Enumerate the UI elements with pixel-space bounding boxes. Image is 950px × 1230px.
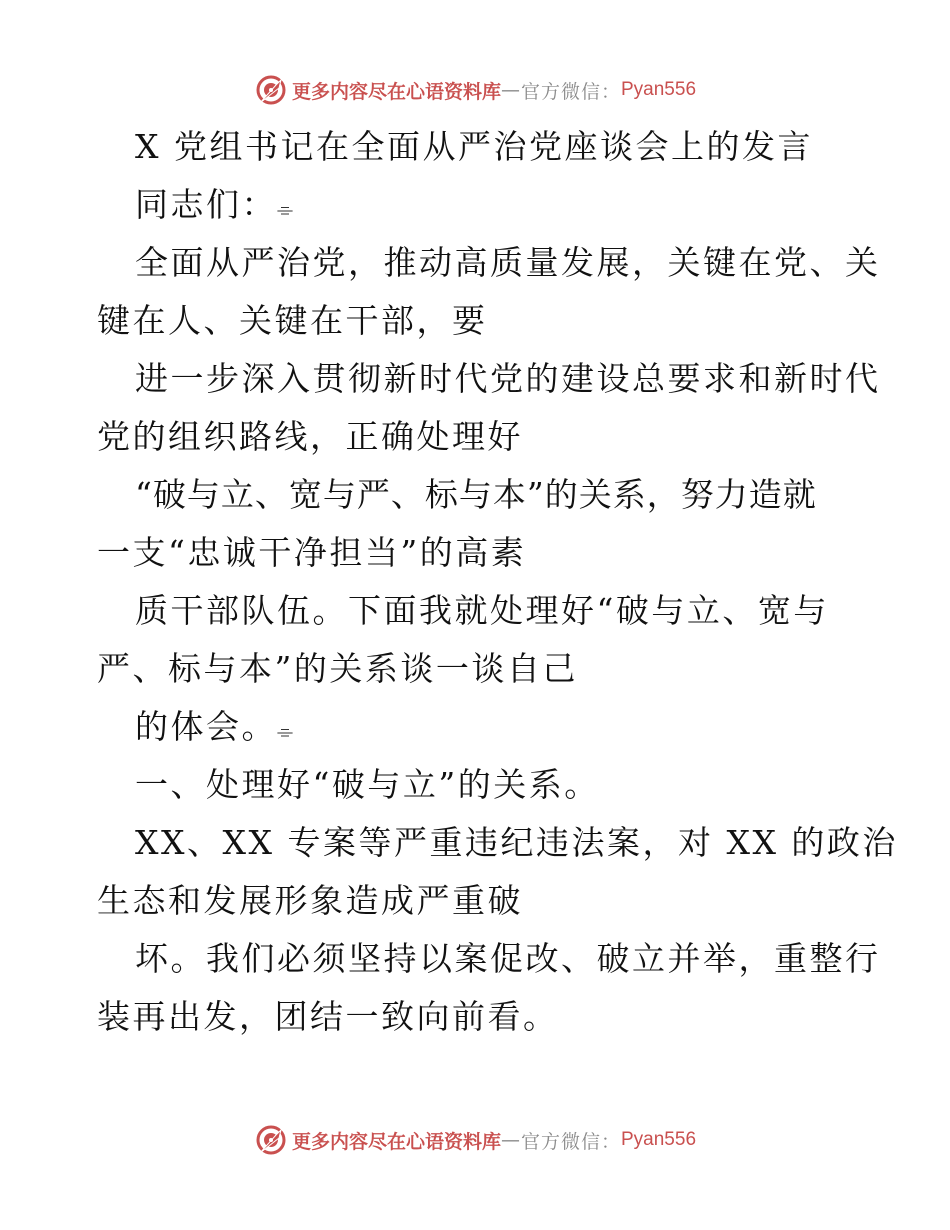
banner-wechat-label: 官方微信：: [520, 1130, 621, 1153]
paragraph-mark-icon: ⌯: [277, 719, 293, 743]
body-line: 党的组织路线，正确处理好: [97, 417, 523, 456]
greeting-text: 同志们：: [135, 185, 277, 224]
body-line: 全面从严治党，推动高质量发展，关键在党、关: [135, 243, 881, 282]
header-watermark-banner: [0, 70, 950, 110]
body-line: 键在人、关键在干部，要: [97, 301, 488, 340]
body-line: 进一步深入贯彻新时代党的建设总要求和新时代: [135, 359, 881, 398]
body-line: 质干部队伍。下面我就处理好“破与立、宽与: [135, 591, 829, 630]
body-line: 坏。我们必须坚持以案促改、破立并举，重整行: [135, 939, 881, 978]
banner-dash: —: [500, 79, 521, 101]
banner-wechat-id: Pyan556: [621, 1129, 697, 1150]
document-title: X 党组书记在全面从严治党座谈会上的发言: [135, 127, 813, 166]
banner-wechat-id: Pyan556: [621, 79, 697, 100]
body-line: 装再出发，团结一致向前看。: [97, 997, 559, 1036]
body-line: 一支“忠诚干净担当”的高素: [97, 533, 527, 572]
body-line-end: [97, 698, 857, 756]
body-line: XX、XX 专案等严重违纪违法案，对 XX 的政治: [135, 823, 898, 862]
banner-site-text: 更多内容尽在心语资料库: [291, 80, 501, 103]
body-line: 严、标与本”的关系谈一谈自己: [97, 649, 578, 688]
section-heading: 一、处理好“破与立”的关系。: [135, 765, 600, 804]
banner-wechat-label: 官方微信：: [520, 80, 621, 103]
pen-nib-circle-icon: [254, 73, 288, 107]
banner-site-text: 更多内容尽在心语资料库: [291, 1130, 501, 1153]
footer-watermark-banner: [0, 1120, 950, 1160]
body-line: “破与立、宽与严、标与本”的关系，努力造就: [135, 475, 817, 514]
greeting-line: [97, 176, 857, 234]
pen-nib-circle-icon: [254, 1123, 288, 1157]
document-body: [97, 118, 898, 1046]
body-line-text: 的体会。: [135, 707, 277, 746]
body-line: 生态和发展形象造成严重破: [97, 881, 523, 920]
banner-dash: —: [500, 1129, 521, 1151]
paragraph-mark-icon: ⌯: [277, 197, 293, 221]
